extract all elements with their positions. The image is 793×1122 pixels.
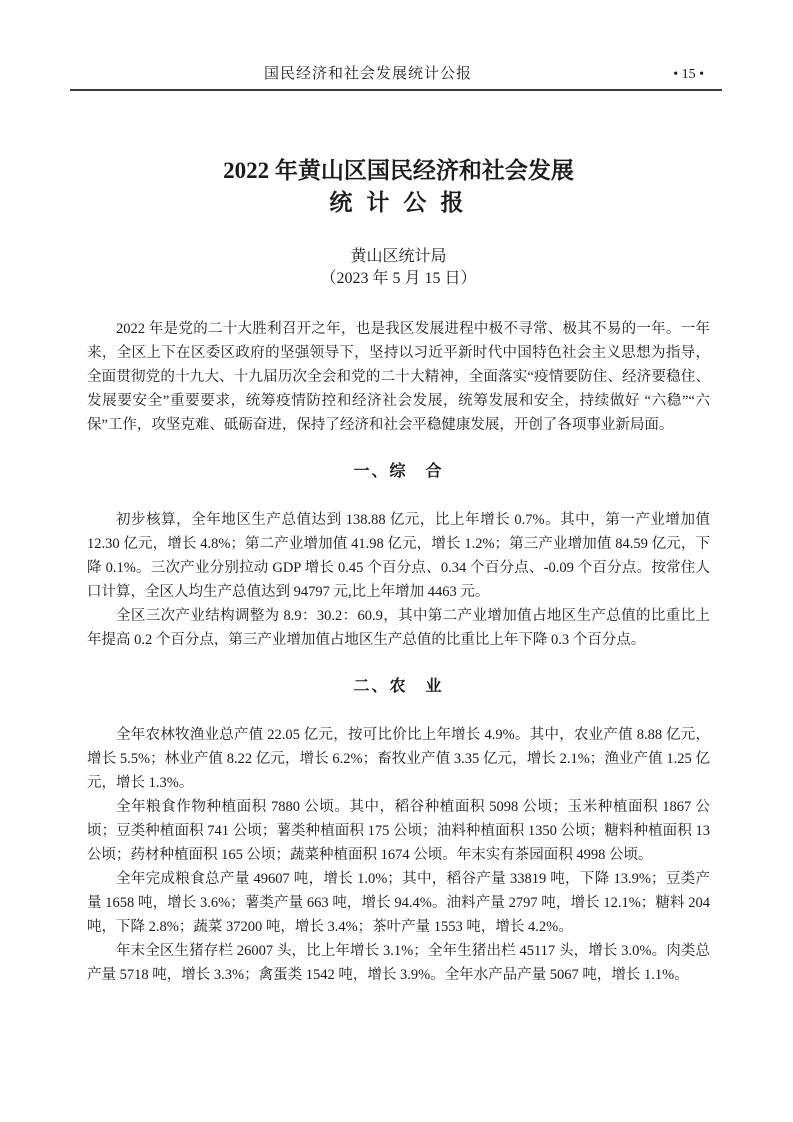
section-general-paragraph-2: 全区三次产业结构调整为 8.9：30.2：60.9，其中第二产业增加值占地区生产总值的比重比上年提高 0.2 个百分点，第三产业增加值占地区生产总值的比重比上年下降 0.3 个百分点。 <box>87 608 710 648</box>
section-agriculture-paragraph-2: 全年粮食作物种植面积 7880 公顷。其中，稻谷种植面积 5098 公顷；玉米种植面积 1867 公顷；豆类种植面积 741 公顷；薯类种植面积 175 公顷；油料种植面积 1350 公顷；糖料种植面积 13 公顷；药材种植面积 165 公顷；蔬菜种植面积 1674 公顷。年末实有茶园面积 4998 公顷。 <box>87 799 710 863</box>
section-heading-general: 一、综 合 <box>353 463 444 480</box>
document-title-line-1: 2022 年黄山区国民经济和社会发展 <box>223 158 574 183</box>
section-agriculture-paragraph-3: 全年完成粮食总产量 49607 吨，增长 1.0%；其中，稻谷产量 33819 吨，下降 13.9%；豆类产量 1658 吨，增长 3.6%；薯类产量 663 吨，增长 94.4%。油料产量 2797 吨，增长 12.1%；糖料 204 吨，下降 2.8%；蔬菜 37200 吨，增长 3.4%；茶叶产量 1553 吨，增长 4.2%。 <box>87 871 710 935</box>
document-title <box>87 155 710 219</box>
running-title: 国民经济和社会发展统计公报 <box>263 66 473 82</box>
page-number: • 15 • <box>673 67 704 82</box>
document-title-line-2: 统 计 公 报 <box>329 190 468 215</box>
intro-paragraph: 2022 年是党的二十大胜利召开之年，也是我区发展进程中极不寻常、极其不易的一年。一年来，全区上下在区委区政府的坚强领导下，坚持以习近平新时代中国特色社会主义思想为指导，全面贯彻党的十九大、十九届历次全会和党的二十大精神，全面落实“疫情要防住、经济要稳住、发展要安全”重要要求，统筹疫情防控和经济社会发展，统筹发展和安全，持续做好 “六稳”“六保”工作，攻坚克难、砥砺奋进，保持了经济和社会平稳健康发展，开创了各项事业新局面。 <box>87 321 710 433</box>
byline-date: （2023 年 5 月 15 日） <box>320 270 477 287</box>
section-general-paragraph-1: 初步核算，全年地区生产总值达到 138.88 亿元，比上年增长 0.7%。其中，第一产业增加值 12.30 亿元，增长 4.8%；第二产业增加值 41.98 亿元，增长 1.2%；第三产业增加值 84.59 亿元，下降 0.1%。三次产业分别拉动 GDP 增长 0.45 个百分点、0.34 个百分点、-0.09 个百分点。按常住人口计算，全区人均生产总值达到 94797 元,比上年增加 4463 元。 <box>87 512 710 600</box>
section-agriculture-paragraph-4: 年末全区生猪存栏 26007 头，比上年增长 3.1%；全年生猪出栏 45117 头，增长 3.0%。肉类总产量 5718 吨，增长 3.3%；禽蛋类 1542 吨，增长 3.9%。全年水产品产量 5067 吨，增长 1.1%。 <box>87 943 710 983</box>
byline-agency: 黄山区统计局 <box>350 248 447 265</box>
section-agriculture-paragraph-1: 全年农林牧渔业总产值 22.05 亿元，按可比价比上年增长 4.9%。其中，农业产值 8.88 亿元，增长 5.5%；林业产值 8.22 亿元，增长 6.2%；畜牧业产值 3.35 亿元，增长 2.1%；渔业产值 1.25 亿元，增长 1.3%。 <box>87 727 710 791</box>
page-header <box>70 56 722 91</box>
document-content <box>87 155 710 987</box>
section-heading-agriculture: 二、农 业 <box>353 678 444 695</box>
